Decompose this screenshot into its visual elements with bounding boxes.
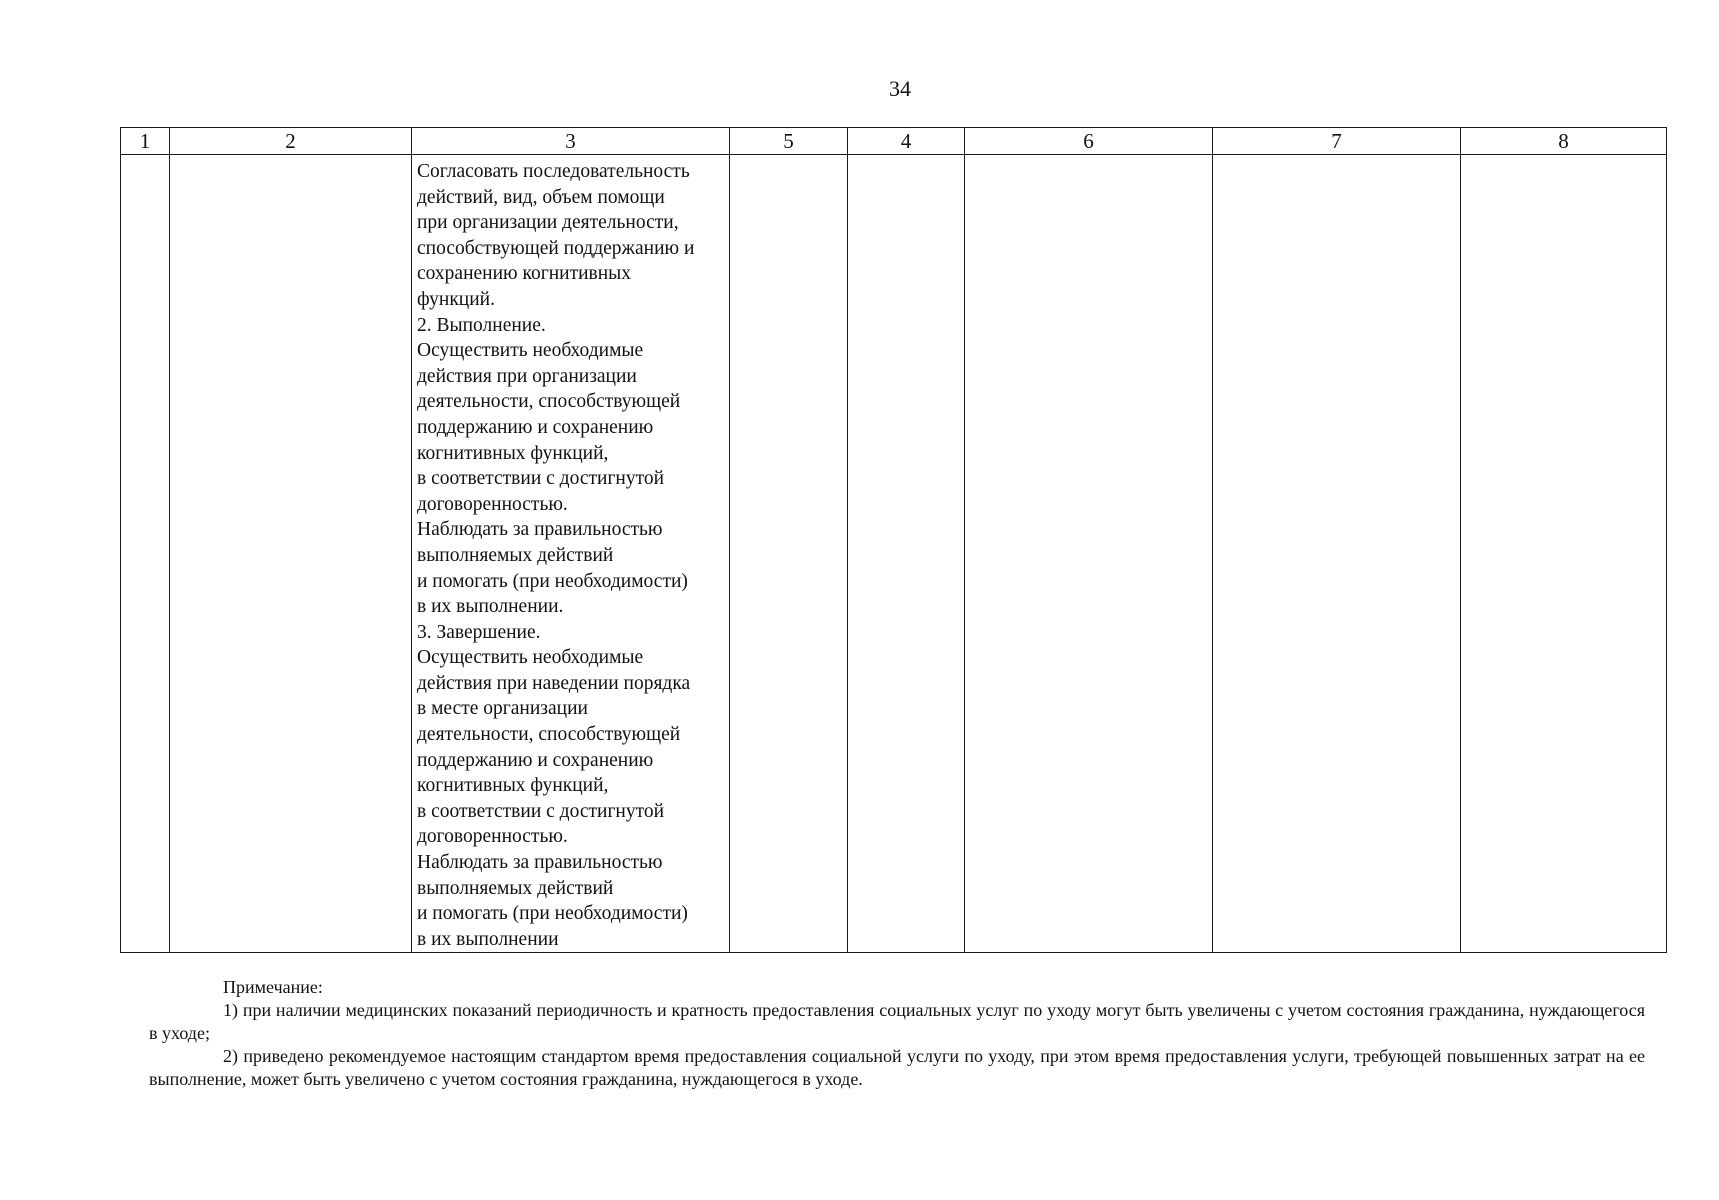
table-header-row [121,128,1667,155]
note-item: 2) приведено рекомендуемое настоящим стандартом время предоставления социальной услуги по уходу, при этом время предоставления услуги, требующей повышенных затрат на ее выполнение, может быть увеличено с учетом состояния гражданина, нуждающегося в уходе. [149,1046,1645,1089]
table-cell-col-7 [1213,155,1461,953]
note-item: 1) при наличии медицинских показаний периодичность и кратность предоставления социальных услуг по уходу могут быть увеличены с учетом состояния гражданина, нуждающегося в уходе; [149,1000,1645,1043]
procedure-text-line: когнитивных функций, [417,442,609,464]
table-cell-col-8 [1461,155,1667,953]
column-header: 5 [730,128,848,155]
procedure-text-line: в соответствии с достигнутой [417,468,665,490]
procedure-text-line: в их выполнении [417,928,559,950]
procedure-text-line: действий, вид, объем помощи [417,186,665,208]
procedure-text-line: деятельности, способствующей [417,391,681,413]
procedure-text-line: способствующей поддержанию и [417,237,695,259]
procedure-text-line: Наблюдать за правильностью [417,852,663,874]
procedure-text-line: Осуществить необходимые [417,647,644,669]
column-header: 6 [965,128,1213,155]
procedure-text-line: при организации деятельности, [417,212,679,234]
column-header: 4 [848,128,965,155]
table-cell-col-1 [121,155,170,953]
table-row [121,155,1667,953]
procedure-text-line: выполняемых действий [417,544,614,566]
procedure-text [412,155,729,952]
column-header: 1 [121,128,170,155]
procedure-text-line: действия при организации [417,365,637,387]
column-header: 2 [170,128,412,155]
procedure-text-line: в их выполнении. [417,596,564,618]
column-header: 8 [1461,128,1667,155]
procedure-text-line: поддержанию и сохранению [417,416,654,438]
procedure-text-line: деятельности, способствующей [417,724,681,746]
table-cell-col-6 [965,155,1213,953]
procedure-text-line: когнитивных функций, [417,775,609,797]
procedure-text-line: в месте организации [417,698,588,720]
procedure-text-line: Согласовать последовательность [417,161,690,182]
column-header: 3 [412,128,730,155]
procedure-text-line: выполняемых действий [417,877,614,899]
procedure-text-line: договоренностью. [417,493,568,515]
table-cell-col-2 [170,155,412,953]
procedure-text-line: Осуществить необходимые [417,340,644,362]
table-cell-col-3 [412,155,730,953]
table-cell-col-4 [848,155,965,953]
procedure-text-line: действия при наведении порядка [417,672,691,694]
services-table [120,127,1667,953]
procedure-text-line: и помогать (при необходимости) [417,570,688,592]
procedure-text-line: сохранению когнитивных [417,263,632,285]
procedure-text-line: в соответствии с достигнутой [417,800,665,822]
procedure-text-line: 2. Выполнение. [417,314,546,336]
notes-section [149,976,1645,1091]
table-cell-col-5 [730,155,848,953]
column-header: 7 [1213,128,1461,155]
procedure-text-line: Наблюдать за правильностью [417,519,663,541]
procedure-text-line: 3. Завершение. [417,621,541,643]
procedure-text-line: и помогать (при необходимости) [417,903,688,925]
page-number: 34 [889,76,911,101]
procedure-text-line: поддержанию и сохранению [417,749,654,771]
procedure-text-line: функций. [417,288,495,310]
notes-title: Примечание: [223,977,323,997]
procedure-text-line: договоренностью. [417,826,568,848]
